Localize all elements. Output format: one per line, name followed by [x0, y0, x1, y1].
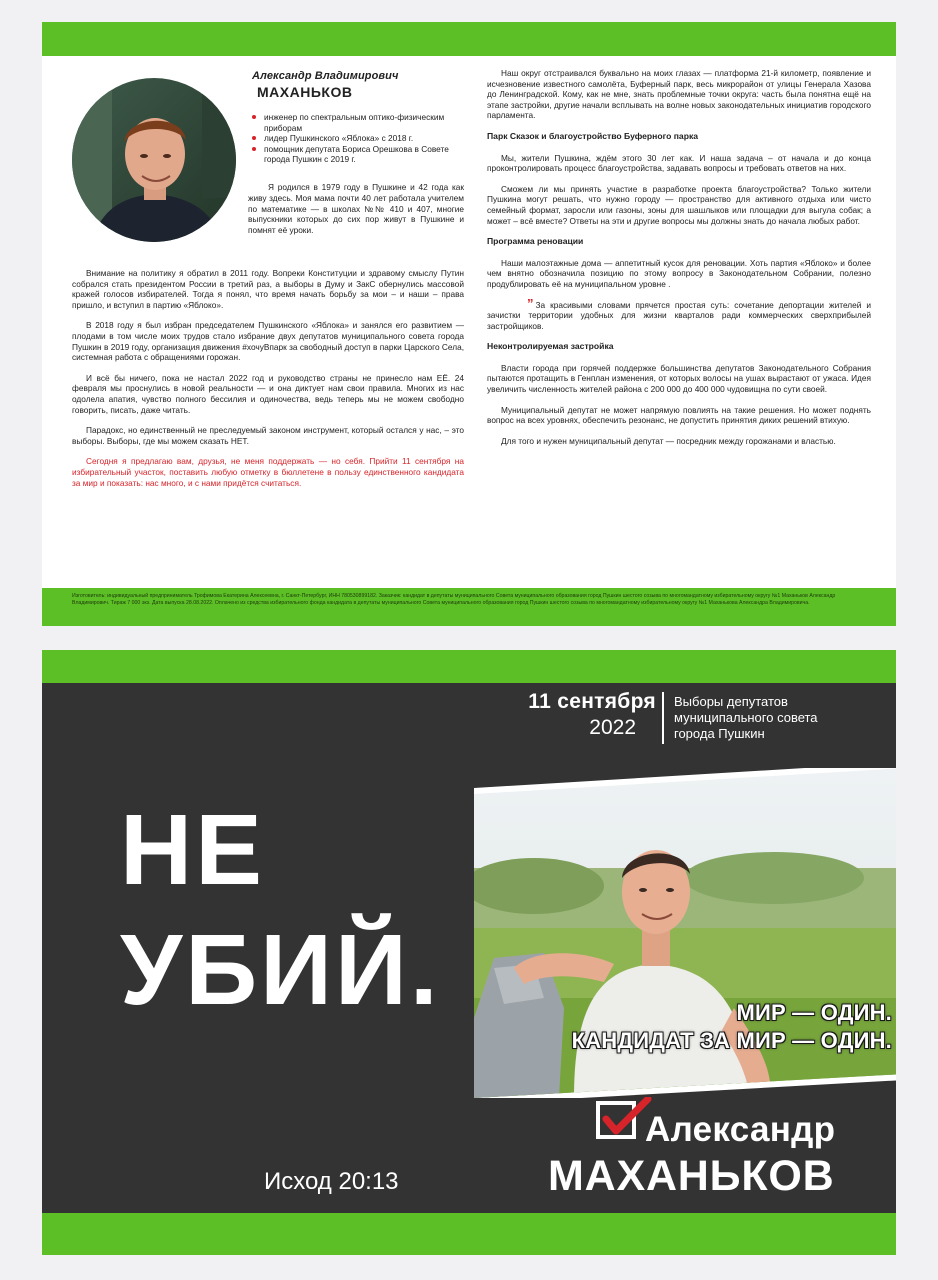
appeal-paragraph: Сегодня я предлагаю вам, друзья, не меня поддержать — но себя. Прийти 11 сентября на избирательный участок, поставить любую отметку в бюллетене в пользу единственного кандидата за мир и показать: нас много, и с нами придётся считаться.	[72, 456, 464, 488]
checkbox-tick-icon	[596, 1097, 652, 1141]
body-paragraph: Наш округ отстраивался буквально на моих глазах — платформа 21-й километр, появление и исчезновение известного самолёта, Буферный парк, весь микрорайон от улицы Генерала Хазова до Ленинградской. Кому, как не мне, знать проблемные точки округа: часть была понятна ещё на этапе застройки, другие начали всплывать на волне новых законодательных инициатив городского парламента.	[487, 68, 871, 121]
election-date	[506, 690, 656, 740]
main-slogan	[120, 794, 441, 1026]
top-green-bar	[42, 22, 896, 56]
body-paragraph: Внимание на политику я обратил в 2011 году. Вопреки Конституции и здравому смыслу Путин собрался стать президентом России в третий раз, а выборы в Думу и ЗакС обернулись массовой кражей голосов избирателей. Тогда я понял, что время начать борьбу за мои – и наши – права пришло, и вступил в партию «Яблоко».	[72, 268, 464, 310]
poster-page	[42, 650, 896, 1255]
candidate-first-names: Александр Владимирович	[252, 70, 399, 82]
body-paragraph: В 2018 году я был избран председателем Пушкинского «Яблока» и занялся его развитием — плодами в том числе моих трудов стало избрание двух депутатов муниципального совета города Пушкин в 2019 году, организация движения #хочуВпарк за свободный доступ в парки Царского Села, системная работа с обращениями горожан.	[72, 320, 464, 363]
imprint-text: Изготовитель: индивидуальный предприниматель Трофимова Екатерина Алексеевна, г. Санкт-Петербург, ИНН 780530899182. Заказчик: кандидат в депутаты муниципального Совета муниципального образования город Пушкин шестого созыва по многомандатному избирательному округу №1 Маханьков Александр Владимирович. Тираж 7 000 экз. Дата выпуска 28.08.2022. Оплачено из средства избирательного фонда кандидата в депутаты муниципального Совета муниципального образования город Пушкин шестого созыва по многомандатному избирательному округу №1 Маханькова Александра Владимировича.	[72, 593, 836, 606]
body-paragraph: Для того и нужен муниципальный депутат — посредник между горожанами и властью.	[501, 435, 836, 446]
candidate-last-name: МАХАНЬКОВ	[257, 84, 353, 100]
bio-item: лидер Пушкинского «Яблока» с 2018 г.	[252, 133, 464, 144]
candidate-name-heading	[252, 70, 462, 100]
slogan-line: УБИЙ.	[120, 914, 441, 1026]
quote-paragraph: ” За красивыми словами прячется простая суть: сочетание депортации жителей и зачистки территории удобных для жизни кварталов ради коммерческих сверхприбылей застройщиков.	[487, 295, 871, 331]
body-paragraph: Сможем ли мы принять участие в разработке проекта благоустройства? Только жители Пушкина могут решать, что нужно городу — пространство для активного отдыха или чисто семейный формат, заросли или газоны, зоны для шашлыков или площадки для выгула собак; а может – всё вместе? Ответы на эти и другие вопросы мы должны знать до начала любых работ.	[487, 183, 871, 226]
right-column	[487, 68, 871, 456]
candidate-last-name: МАХАНЬКОВ	[548, 1152, 835, 1200]
bullet-dot-icon	[252, 115, 256, 119]
section-heading: Программа реновации	[487, 236, 584, 247]
bio-item: инженер по спектральным оптико-физическим приборам	[252, 112, 464, 133]
section-heading: Парк Сказок и благоустройство Буферного парка	[487, 130, 699, 141]
left-column	[72, 268, 464, 498]
bio-item: помощник депутата Бориса Орешкова в Совете города Пушкин с 2019 г.	[252, 144, 464, 165]
body-paragraph: Наши малоэтажные дома — аппетитный кусок для реновации. Хоть партия «Яблоко» и более чем внятно обозначила позицию по этому вопросу в Законодательном Собрании, полезно продублировать её на муниципальном уровне .	[487, 257, 871, 289]
vertical-divider	[662, 692, 664, 744]
election-day: 11 сентября	[528, 690, 656, 713]
quote-mark-icon: ”	[527, 295, 534, 311]
slogan-line: НЕ	[120, 794, 265, 906]
candidate-first-name: Александр	[645, 1110, 836, 1149]
election-year: 2022	[589, 716, 636, 739]
leaflet-text-page	[42, 22, 896, 626]
body-paragraph: Муниципальный депутат не может напрямую повлиять на такие решения. Но может поднять вопрос на всех уровнях, обеспечить резонанс, не допустить принятия диких решений втихую.	[487, 404, 871, 426]
photo-slogan	[512, 999, 892, 1055]
bottom-green-bar	[42, 1213, 896, 1255]
body-paragraph: И всё бы ничего, пока не настал 2022 год и руководство страны не принесло нам ЕЁ. 24 февраля мы проснулись в новой реальности — и она диктует нам свои правила. Многих из нас одолела апатия, чувство полного бессилия и одиночества, ведь теперь мы не можем свободно говорить, писать, даже читать.	[72, 372, 464, 415]
body-paragraph: Власти города при горячей поддержке большинства депутатов Законодательного Собрания пытаются протащить в Генплан изменения, от которых волосы на ушах вырастают от ужаса. Идея увеличить численность жителей района с 200 000 до 400 000 чудовищна по сути своей.	[487, 362, 871, 395]
photo-slogan-line: МИР — ОДИН.	[736, 1000, 892, 1025]
section-heading: Неконтролируемая застройка	[487, 341, 614, 352]
bullet-dot-icon	[252, 136, 256, 140]
body-paragraph: Мы, жители Пушкина, ждём этого 30 лет как. И наша задача – от начала и до конца проконтролировать процесс благоустройства, задавать вопросы и требовать ответов на них.	[487, 152, 871, 174]
intro-paragraph: Я родился в 1979 году в Пушкине и 42 года как живу здесь. Моя мама почти 40 лет работала учителем по математике — в школах №№ 410 и 407, многие выпускники которых до сих пор живут в Пушкине и помнят её уроки.	[248, 182, 464, 236]
bio-list	[252, 112, 464, 165]
bullet-dot-icon	[252, 147, 256, 151]
election-info: Выборы депутатов муниципального совета города Пушкин	[674, 694, 818, 741]
bible-verse: Исход 20:13	[264, 1168, 399, 1195]
top-green-bar	[42, 650, 896, 683]
photo-slogan-line: КАНДИДАТ ЗА МИР — ОДИН.	[571, 1028, 892, 1053]
candidate-portrait	[72, 78, 236, 242]
body-paragraph: Парадокс, но единственный не преследуемый законом инструмент, который остался у нас, – это выборы. Выборы, где мы можем сказать НЕТ.	[72, 425, 464, 446]
bottom-green-bar	[42, 588, 896, 626]
